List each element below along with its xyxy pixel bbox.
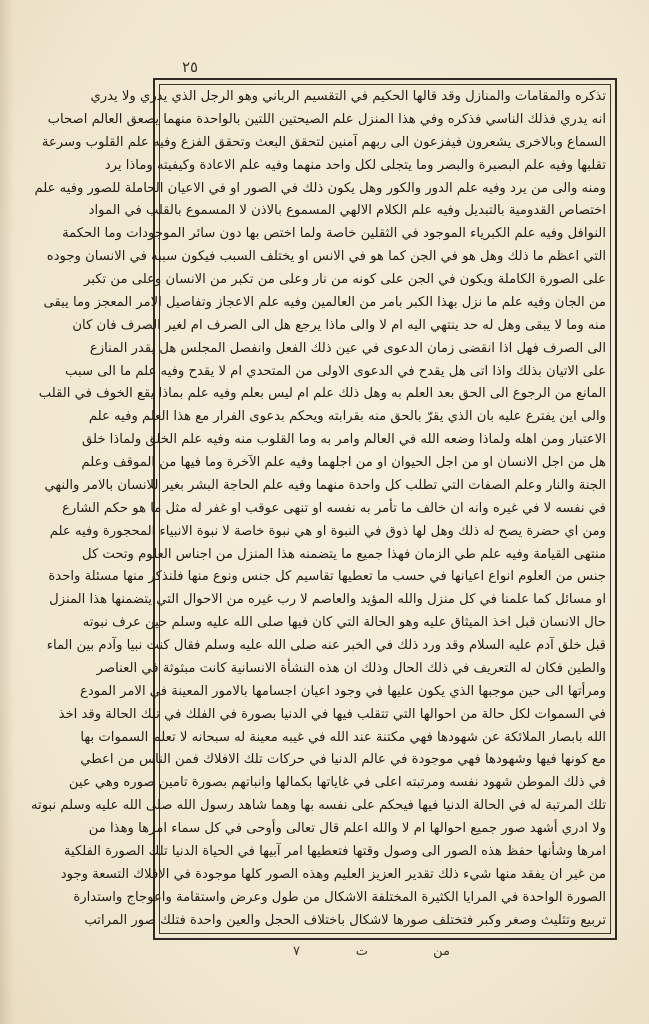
text-line: منتهى القيامة وفيه علم طي الزمان فهذا جميع ما يتضمنه هذا المنزل من اجناس العلوم وتحت كل xyxy=(81,546,606,562)
text-line: السماع وبالاخرى يشعرون فيفزعون الى ربهم آمنين لتحقق البعث وتحقق الفزع وفيه علم القلوب وسرعة xyxy=(41,134,606,150)
catchword-1: من xyxy=(433,944,450,959)
catchword-2: ت xyxy=(355,944,368,959)
text-line: ومن اي حضرة يصح له ذلك وهل لها ذوق في النبوة او هي نبوة خاصة لا نبوة الانبياء المحجورة وفيه علم xyxy=(49,523,606,539)
catchword-3: ٧ xyxy=(293,944,300,959)
text-line: تذكره والمقامات والمنازل وقد قالها الحكيم في التقسيم الرباني وهو الرجل الذي يدري ولا يدري xyxy=(90,89,606,104)
text-line: ولا ادري أشهد صور جميع احوالها ام لا والله اعلم قال تعالى وأوحى في كل سماء امرها وهذا من xyxy=(88,821,606,836)
text-line: قبل خلق آدم عليه السلام وقد ورد ذلك في الخبر عنه صلى الله عليه وسلم فقال كنت نبيا وآدم بين الماء xyxy=(46,638,606,653)
text-line: في ذلك الموطن شهود نفسه ومرتبته اعلى في غاياتها بكمالها وانباتهم بصورة تامين صوره وهي عين xyxy=(68,775,606,791)
text-line: الصورة الواحدة في المرايا الكثيرة المختلفة الاشكال من طول وعرض واستقامة واعوجاج واستدارة xyxy=(73,889,606,905)
text-line: من الجان وفيه علم ما نزل بهذا الكبر بامر من العالمين وفيه علم الاعجاز وتفاصيل الامر المعجز وما يبقى xyxy=(43,294,606,310)
text-line: على الاتيان بذلك واذا اتى هل يقدح في الدعوى الاولى من المتحدي ام لا يقدح وفيه علم ما الى سبب xyxy=(65,363,606,379)
text-line: الجنة والنار وعلم الصفات التي تطلب كل واحدة منهما وفيه علم الحاجة البشر بغير للانسان بالامر والنهي xyxy=(44,477,606,493)
text-line: الاعتبار ومن اهله ولماذا وضعه الله في العالم وامر به وما القلوب منه وفيه علم الخلق ولماذا خلق xyxy=(81,432,606,448)
text-line: على الصورة الكاملة ويكون في الجن على كونه من نار وعلى من تكبر من الانسان وعلى من تكبر xyxy=(84,272,606,287)
text-line: تربيع وتثليث وصغر وكبر فتختلف صورها لاشكال باختلاف الحجل والعين واحدة فتلك صور المراتب xyxy=(84,912,606,928)
text-line: ومنه والى من يرد وفيه علم الدور والكور وهل يكون ذلك في الصور او في الاعيان الحاملة للصور وفيه علم xyxy=(34,180,606,196)
text-line: مع كونها فيها وشهودها فهي موجودة في عالم الدنيا في حركات تلك الافلاك فمن الناس من اعطي xyxy=(80,752,606,768)
text-line: في السموات لكل حالة من احوالها التي تتقلب فيها في الدنيا بصورة في الفلك في تلك الحالة وقد اخذ xyxy=(58,706,606,722)
text-line: الله بابصار الملائكة عن شهودها فهي مكتنة عند الله في غيبه معينة له سبحانه لا تعلم السموات بها xyxy=(80,729,606,745)
text-line: انه يدري فذلك الناسي فذكره وفي هذا المنزل علم الصيحتين اللتين بالواحدة منهما يصعق العالم اصحاب xyxy=(47,111,606,127)
text-line: اختصاص القدومية بالتبديل وفيه علم الكلام الالهي المسموع بالاذن لا المسموع بالقلب في المواد xyxy=(88,203,606,219)
text-line: النوافل وفيه علم الكبرياء الموجود في الثقلين خاصة ولما اختص بها دون سائر الموجودات وما الحكمة xyxy=(62,226,606,242)
binding-shadow xyxy=(0,0,14,1024)
text-line: في نفسه لا في غيره وانه ان خالف ما تأمر به نفسه او تنهى عوقب او غفر له مثل ما هو حكم الشارع xyxy=(61,500,606,516)
text-line: امرها وشأنها حفظ هذه الصور الى وصول وقتها فتعطيها امر آبيها في الحياة الدنيا تلك الصورة الفلكية xyxy=(63,843,606,859)
text-line: حال الانسان قبل اخذ الميثاق عليه وهو الحالة التي كان فيها صلى الله عليه وسلم حين عرف نبوته xyxy=(82,615,606,631)
text-block xyxy=(30,87,606,931)
text-line: التي اعظم ما ذلك وهل هو في الجن كما هو في الانس او يختلف السبب فيكون سببه في الانسان وجوده xyxy=(46,249,606,265)
text-line: هل من اجل الانسان او من اجل الحيوان او من اجلهما وفيه علم الآخرة وما فيها من الموقف وعلم xyxy=(81,455,606,470)
text-line: الى الصرف فهل اذا انقضى زمان الدعوى في عين ذلك الفعل وانفصل المجلس هل يقدر المنازع xyxy=(89,340,606,356)
text-line: ومرأتها الى حين موجبها الذي يكون عليها في وجود اعيان اجسامها بالامور المعينة في الامر المودع xyxy=(80,683,606,699)
text-line: والى اين يفترع عليه بان الذي يقرّ بالحق منه بقرابته ويحكم بدعوى الفرار مع هذا العلم وفيه علم xyxy=(88,409,606,425)
page-number: ٢٥ xyxy=(182,58,199,76)
text-line: تقلبها وفيه علم البصيرة والبصر وما يتجلى لكل واحد منهما وفيه علم الاعادة وكيفيته وماذا يرد xyxy=(104,157,606,173)
text-line: من غير ان يفقد منها شيء ذلك تقدير العزيز العليم وهذه الصور كلها موجودة في الافلاك التسعة وجود xyxy=(60,866,606,882)
text-line: المانع من الرجوع الى الحق بعد العلم به وهل ذلك علم ام ليس بعلم وفيه علم بماذا يقع الخوف في القلب xyxy=(38,386,606,402)
text-line: جنس من العلوم انواع اعيانها في حسب ما تعطيها تقاسيم كل جنس ونوع منها فلنذكر منها مسئلة واحدة xyxy=(48,569,606,585)
text-line: تلك المرتبة له في الحالة الدنيا فيها فيحكم على نفسه بها وهما شاهد رسول الله صلى الله عليه وسلم نبوته xyxy=(30,798,606,814)
catchwords xyxy=(270,944,450,966)
text-frame xyxy=(30,78,617,940)
text-line: والطين فكان له التعريف في ذلك الحال وذلك ان هذه النشأة الانسانية كانت مبثوثة في العناصر xyxy=(96,660,606,676)
text-line: منه وما لا يبقى وهل له حد ينتهي اليه ام لا والى ماذا يرجع هل الى الصرف ام لغير الصرف فان كان xyxy=(72,317,606,333)
text-line: او مسائل كما علمنا في كل منزل والله المؤيد والعاصم لا رب غيره من الاحوال التي يتضمنها هذا المنزل xyxy=(49,592,606,608)
